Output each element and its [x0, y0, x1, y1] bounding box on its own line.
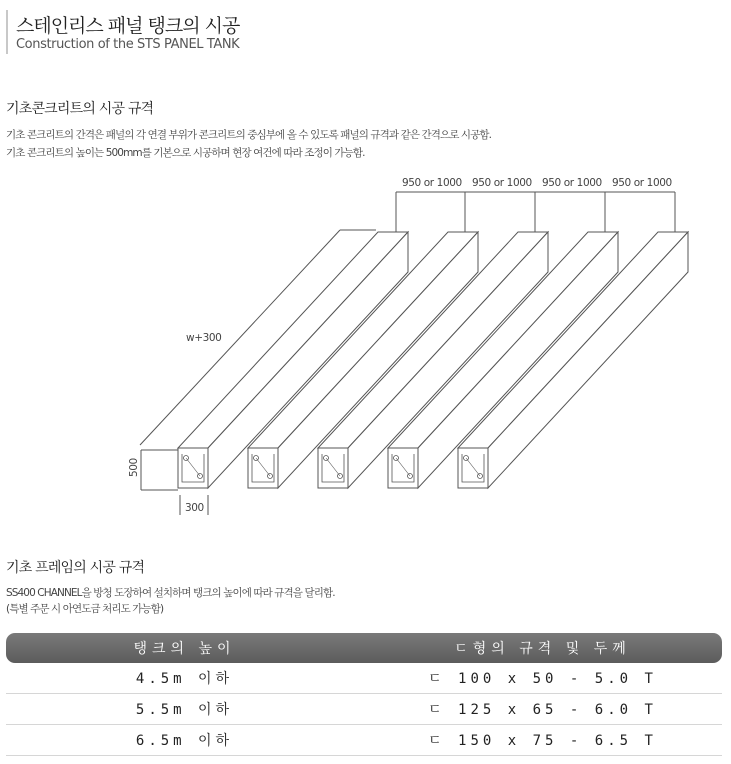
width-label: 300 — [185, 502, 204, 514]
frame-spec-table — [6, 633, 722, 756]
header-channel-spec: ㄷ형의 규격 및 두께 — [454, 641, 631, 657]
cell-height: 4.5m 이하 — [135, 671, 234, 687]
cell-height: 6.5m 이하 — [135, 733, 234, 749]
spacing-label-1: 950 or 1000 — [402, 177, 462, 189]
foundation-concrete-diagram — [0, 170, 731, 520]
table-row — [6, 725, 722, 756]
foundation-desc-line-2: 기초 콘크리트의 높이는 500mm를 기본으로 시공하며 현장 여건에 따라 조정이 가능함. — [6, 147, 365, 159]
table-row — [6, 663, 722, 694]
foundation-heading: 기초콘크리트의 시공 규격 — [6, 101, 154, 117]
page-subtitle: Construction of the STS PANEL TANK — [16, 37, 240, 52]
frame-desc-line-2: (특별 주문 시 아연도금 처리도 가능함) — [6, 603, 164, 615]
cell-spec: ㄷ 150 x 75 - 6.5 T — [428, 733, 657, 749]
foundation-desc-line-1: 기초 콘크리트의 간격은 패널의 각 연결 부위가 콘크리트의 중심부에 올 수 있도록 패널의 규격과 같은 간격으로 시공함. — [6, 129, 492, 141]
page-title: 스테인리스 패널 탱크의 시공 — [16, 15, 240, 37]
length-label: w+300 — [186, 332, 222, 344]
frame-desc-line-1: SS400 CHANNEL을 방청 도장하여 설치하며 탱크의 높이에 따라 규격을 달리함. — [6, 587, 335, 599]
cell-height: 5.5m 이하 — [135, 702, 234, 718]
spacing-label-2: 950 or 1000 — [472, 177, 532, 189]
concrete-beams — [178, 232, 688, 488]
header-tank-height: 탱크의 높이 — [133, 641, 236, 657]
frame-heading: 기초 프레임의 시공 규격 — [6, 560, 145, 576]
table-header — [6, 633, 722, 663]
title-accent-bar — [6, 10, 8, 54]
cell-spec: ㄷ 125 x 65 - 6.0 T — [428, 702, 657, 718]
height-label: 500 — [128, 458, 140, 477]
cell-spec: ㄷ 100 x 50 - 5.0 T — [428, 671, 657, 687]
spacing-label-3: 950 or 1000 — [542, 177, 602, 189]
spacing-label-4: 950 or 1000 — [612, 177, 672, 189]
table-row — [6, 694, 722, 725]
